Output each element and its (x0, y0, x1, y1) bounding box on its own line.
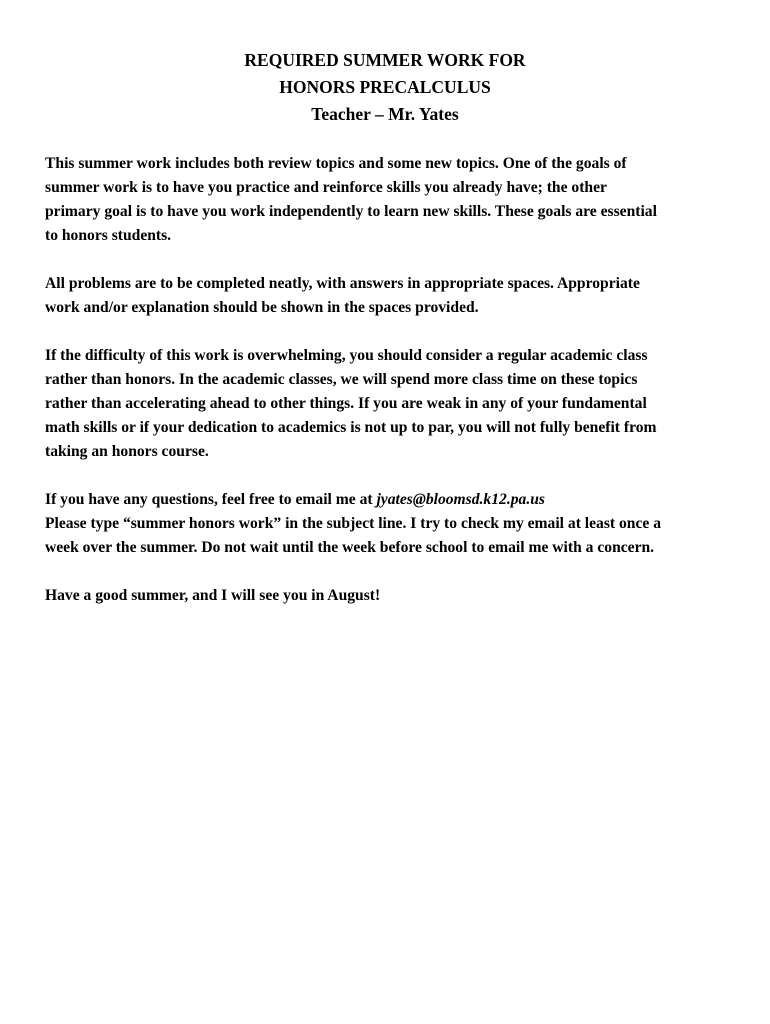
instructions-paragraph (45, 272, 757, 320)
paragraph-line: summer work is to have you practice and reinforce skills you already have; the other (45, 179, 607, 196)
title-line-1: REQUIRED SUMMER WORK FOR (244, 50, 526, 70)
paragraph-line: taking an honors course. (45, 443, 209, 460)
paragraph-line: to honors students. (45, 227, 172, 244)
paragraph-line: rather than accelerating ahead to other things. If you are weak in any of your fundamental (45, 395, 647, 412)
email-address: jyates@bloomsd.k12.pa.us (376, 491, 545, 508)
paragraph-line: primary goal is to have you work independently to learn new skills. These goals are essential (45, 203, 657, 220)
paragraph-line: week over the summer. Do not wait until the week before school to email me with a concern. (45, 539, 655, 556)
title-line-2: HONORS PRECALCULUS (279, 77, 491, 97)
paragraph-line: Have a good summer, and I will see you in August! (45, 587, 381, 604)
intro-paragraph (45, 152, 757, 248)
paragraph-line: math skills or if your dedication to academics is not up to par, you will not fully benefit from (45, 419, 657, 436)
paragraph-line: This summer work includes both review topics and some new topics. One of the goals of (45, 155, 627, 172)
title-line-3: Teacher – Mr. Yates (311, 104, 459, 124)
paragraph-line: Please type “summer honors work” in the subject line. I try to check my email at least once a (45, 515, 662, 532)
difficulty-paragraph (45, 344, 757, 464)
document-body (45, 152, 757, 632)
document-title (0, 47, 770, 128)
contact-prefix-text: If you have any questions, feel free to email me at (45, 491, 377, 508)
paragraph-line: All problems are to be completed neatly, with answers in appropriate spaces. Appropriate (45, 275, 640, 292)
paragraph-line (45, 488, 757, 512)
closing-paragraph (45, 584, 757, 608)
paragraph-line: rather than honors. In the academic classes, we will spend more class time on these topics (45, 371, 638, 388)
paragraph-line: If the difficulty of this work is overwhelming, you should consider a regular academic class (45, 347, 648, 364)
contact-paragraph (45, 488, 757, 560)
paragraph-line: work and/or explanation should be shown in the spaces provided. (45, 299, 479, 316)
